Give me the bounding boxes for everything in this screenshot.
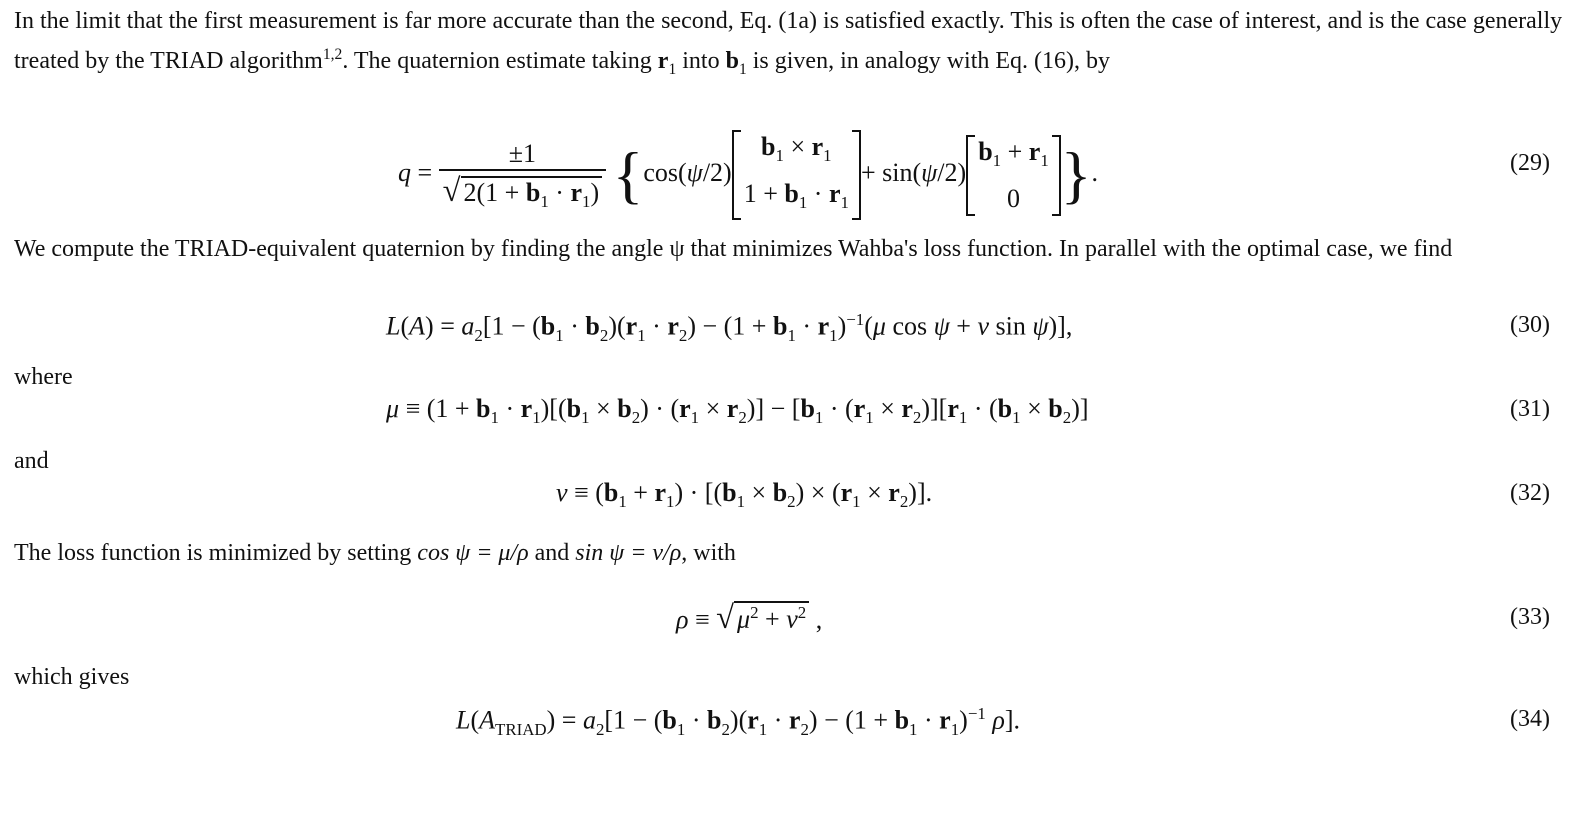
vector-symbol: b [725,48,739,74]
subscript: 1 [738,60,747,78]
paragraph-which-gives: which gives [14,664,130,690]
vector-symbol: r [657,48,669,74]
paragraph-text: . The quaternion estimate taking [342,48,658,74]
paragraph-text: The loss function is minimized by setting [14,540,418,566]
equation-29: q = $\frac{\pm 1}{√ 2(1 + b_1 \cdot r_1)}$ {$\cos(\psi/2)b_1 \times r_1$ $1 + b_1 \cdot r_1+ \sin(\psi/2)b_1 + r_1$ 0 }. [398,128,1098,222]
equation-34: $L(A_{TRIAD}) = a_2[1 - (b_1 \cdot b_2)(r_1 \cdot r_2) - (1 + b_1 \cdot r_1)^{-1}$ ρ]. [456,704,1020,739]
equation-number: (31) [1510,396,1550,422]
subscript: 1 [668,60,677,78]
paragraph-text: is given, in analogy with Eq. (16), by [746,48,1111,74]
equation-number: (32) [1510,480,1550,506]
paragraph-minimize [14,536,1574,570]
paragraph-text: into [676,48,726,74]
equation-29-line [0,124,1594,214]
paragraph-text: and [528,540,576,566]
paragraph-and: and [14,448,49,474]
equation-33: ρ ≡ √ $\mu^2 + \nu^2$ , [676,600,823,636]
equation-number: (33) [1510,604,1550,630]
paragraph-where: where [14,364,73,390]
citation-superscript: 1,2 [322,46,343,63]
inline-math: sin ψ = ν/ρ [575,540,682,566]
paragraph-intro [14,4,1574,87]
equation-number: (30) [1510,312,1550,338]
equation-31: $\mu \equiv (1 + b_1 \cdot r_1)[(b_1 \times b_2) \cdot (r_1 \times r_2)] - [b_1 \cdot (r_1 \times r_2)][r_1 \cdot (b_1 \times b_2)]$ [386,394,1089,428]
equation-31-line [0,392,1594,432]
equation-34-line [0,700,1594,740]
paragraph-text: In the limit that the first measurement is far more accurate than the second, Eq. (1a) is satisfied exactly. This is often the case of interest, and is the case generally treated by the TRIAD algorithm [14,8,1563,74]
paragraph-triad: We compute the TRIAD-equivalent quaternion by finding the angle ψ that minimizes Wahba's loss function. In parallel with the optimal case, we find [14,236,1453,262]
inline-math: cos ψ = μ/ρ [417,540,529,566]
equation-30-line [0,308,1594,348]
equation-33-line [0,598,1594,638]
equation-number: (29) [1510,150,1550,176]
paragraph-text: , with [681,540,736,566]
equation-30: $L(A) = a_2[1 - (b_1 \cdot b_2)(r_1 \cdot r_2) - (1 + b_1 \cdot r_1)^{-1}(\mu$ cos ψ + ν sin ψ)], [386,310,1073,345]
equation-number: (34) [1510,706,1550,732]
equation-32-line [0,476,1594,516]
equation-32: $\nu \equiv (b_1 + r_1) \cdot [(b_1 \times b_2) \times (r_1 \times r_2)]$. [556,478,933,512]
